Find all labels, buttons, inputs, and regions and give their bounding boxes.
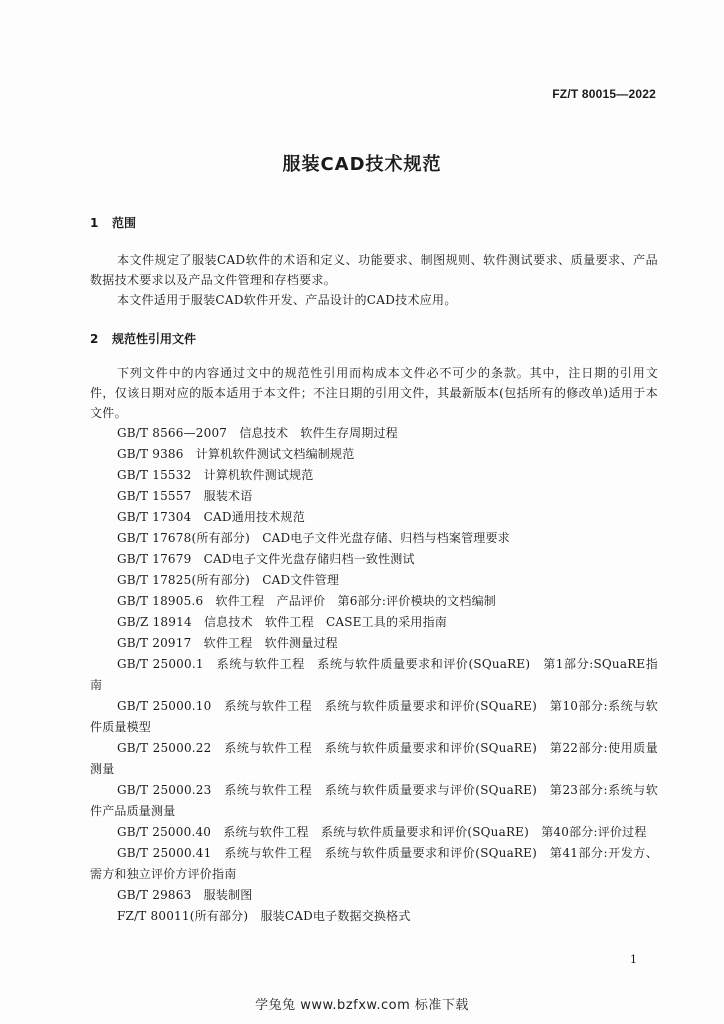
reference-item: GB/T 15557 服装术语 <box>117 489 253 503</box>
reference-item: GB/T 25000.41 系统与软件工程 系统与软件质量要求和评价(SQuaRE) 第41部分:开发方、需方和独立评价方评价指南 <box>90 846 658 881</box>
normative-references-list <box>90 423 658 927</box>
section-1-number: 1 <box>90 216 99 230</box>
document-title: 服装CAD技术规范 <box>282 154 442 175</box>
reference-item: GB/T 17679 CAD电子文件光盘存储归档一致性测试 <box>117 552 415 566</box>
section-1-title: 范围 <box>112 216 137 230</box>
reference-item: GB/T 8566—2007 信息技术 软件生存周期过程 <box>117 426 398 440</box>
reference-item: GB/T 18905.6 软件工程 产品评价 第6部分:评价模块的文档编制 <box>117 594 496 608</box>
standard-code: FZ/T 80015—2022 <box>552 87 656 101</box>
reference-item: GB/T 25000.40 系统与软件工程 系统与软件质量要求和评价(SQuaRE) 第40部分:评价过程 <box>117 825 647 839</box>
reference-item: GB/T 25000.22 系统与软件工程 系统与软件质量要求和评价(SQuaRE) 第22部分:使用质量测量 <box>90 741 658 776</box>
section-1-paragraph-2: 本文件适用于服装CAD软件开发、产品设计的CAD技术应用。 <box>117 293 457 307</box>
reference-item: GB/T 25000.23 系统与软件工程 系统与软件质量要求与评价(SQuaRE) 第23部分:系统与软件产品质量测量 <box>90 783 658 818</box>
reference-item: FZ/T 80011(所有部分) 服装CAD电子数据交换格式 <box>117 909 411 923</box>
reference-item: GB/T 20917 软件工程 软件测量过程 <box>117 636 338 650</box>
reference-item: GB/T 17678(所有部分) CAD电子文件光盘存储、归档与档案管理要求 <box>117 531 510 545</box>
reference-item: GB/T 25000.1 系统与软件工程 系统与软件质量要求和评价(SQuaRE) 第1部分:SQuaRE指南 <box>90 657 658 692</box>
reference-item: GB/T 15532 计算机软件测试规范 <box>117 468 314 482</box>
reference-item: GB/T 9386 计算机软件测试文档编制规范 <box>117 447 355 461</box>
section-1-paragraph-1: 本文件规定了服装CAD软件的术语和定义、功能要求、制图规则、软件测试要求、质量要求、产品数据技术要求以及产品文件管理和存档要求。 <box>90 253 658 287</box>
page-number: 1 <box>630 953 637 966</box>
section-2-paragraph-1: 下列文件中的内容通过文中的规范性引用而构成本文件必不可少的条款。其中，注日期的引用文件，仅该日期对应的版本适用于本文件；不注日期的引用文件，其最新版本(包括所有的修改单)适用于本文件。 <box>90 366 658 420</box>
reference-item: GB/T 17304 CAD通用技术规范 <box>117 510 305 524</box>
section-2-heading <box>90 330 196 347</box>
site-watermark: 学兔兔 www.bzfxw.com 标准下载 <box>255 998 469 1013</box>
reference-item: GB/T 29863 服装制图 <box>117 888 253 902</box>
section-2-number: 2 <box>90 332 99 346</box>
section-1-heading <box>90 214 136 231</box>
section-2-title: 规范性引用文件 <box>112 332 197 346</box>
reference-item: GB/T 17825(所有部分) CAD文件管理 <box>117 573 340 587</box>
reference-item: GB/Z 18914 信息技术 软件工程 CASE工具的采用指南 <box>117 615 448 629</box>
reference-item: GB/T 25000.10 系统与软件工程 系统与软件质量要求和评价(SQuaRE) 第10部分:系统与软件质量模型 <box>90 699 658 734</box>
